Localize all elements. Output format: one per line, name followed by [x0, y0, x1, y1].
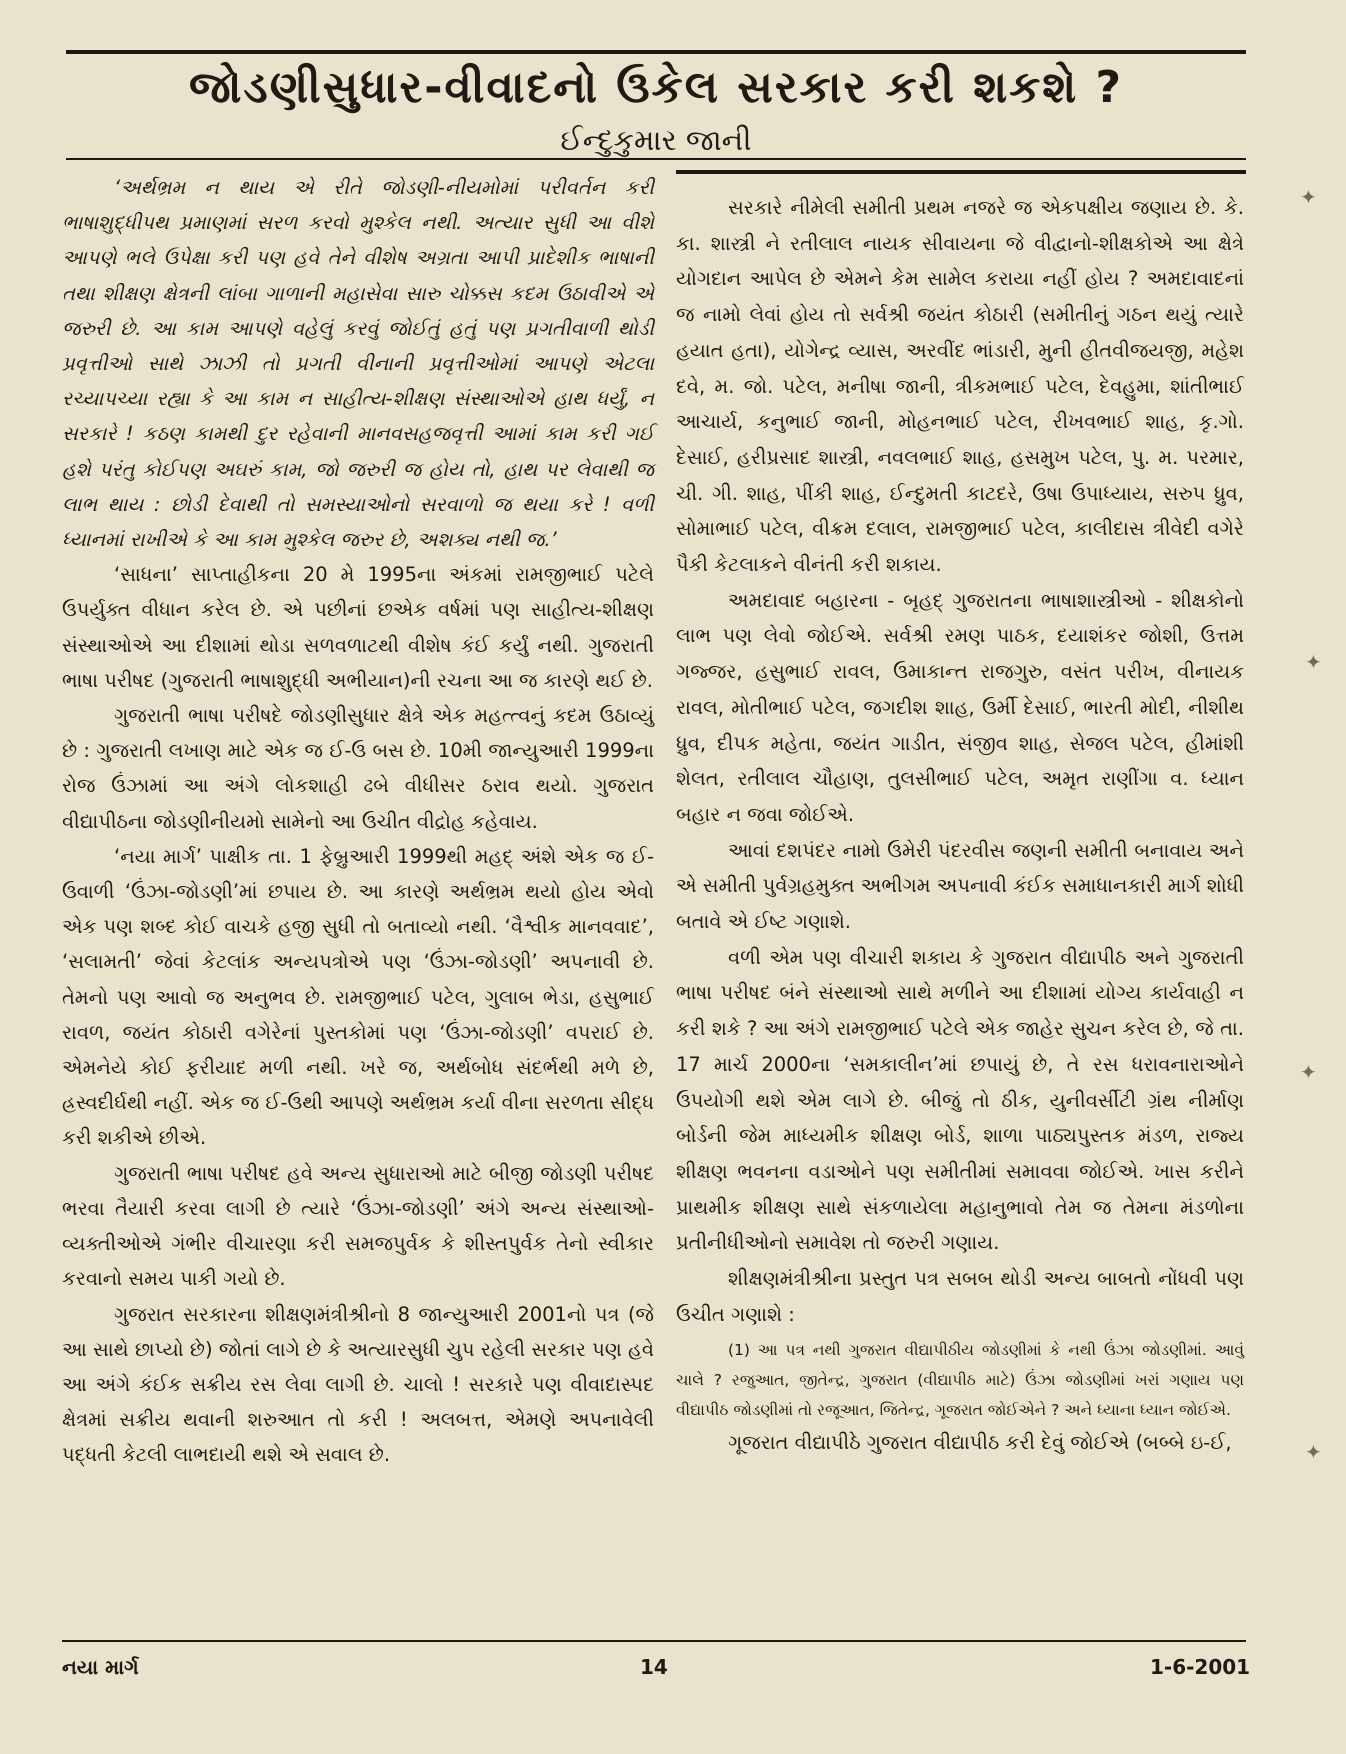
author-rule-thin: [66, 158, 1246, 160]
last-line: ગૂજરાત વીદ્યાપીઠે ગુજરાત વીદ્યાપીઠ કરી દેવું જોઈએ (બબ્બે ઇ-ઈ,: [728, 1430, 1232, 1454]
right-column: [676, 190, 1244, 1460]
paper-tear-icon: ✦: [1300, 1060, 1317, 1084]
paragraph: ‘સાધના’ સાપ્તાહીકના 20 મે 1995ના અંકમાં રામજીભાઈ પટેલે ઉપર્યુક્ત વીધાન કરેલ છે. એ પછીનાં છએક વર્ષમાં પણ સાહીત્ય-શીક્ષણ સંસ્થાઓએ આ દીશામાં થોડા સળવળાટથી વીશેષ કંઈ કર્યું નથી. ગુજરાતી ભાષા પરીષદ (ગુજરાતી ભાષાશુદ્ધી અભીયાન)ની રચના આ જ કારણે થઈ છે.: [62, 563, 654, 692]
article-title: જોડણીસુધાર-વીવાદનો ઉકેલ સરકાર કરી શકશે ?: [188, 62, 1124, 113]
paragraph: અમદાવાદ બહારના - બૃહદ્ ગુજરાતના ભાષાશાસ્ત્રીઓ - શીક્ષકોનો લાભ પણ લેવો જોઈએ. સર્વશ્રી રમણ પાઠક, દયાશંકર જોશી, ઉત્તમ ગજ્જર, હસુભાઈ રાવલ, ઉમાકાન્ત રાજગુરુ, વસંત પરીખ, વીનાયક રાવલ, મોતીભાઈ પટેલ, જગદીશ શાહ, ઉર્મી દેસાઈ, ભારતી મોદી, નીશીથ ધ્રુવ, દીપક મહેતા, જયંત ગાડીત, સંજીવ શાહ, સેજલ પટેલ, હીમાંશી શેલત, રતીલાલ ચૌહાણ, તુલસીભાઈ પટેલ, અમૃત રાણીંગા વ. ધ્યાન બહાર ન જવા જોઈએ.: [676, 588, 1244, 826]
right-column-rule: [676, 170, 1246, 174]
article-author: ઈન્દુકુમાર જાની: [560, 123, 752, 157]
paragraph: સરકારે નીમેલી સમીતી પ્રથમ નજરે જ એકપક્ષીય જણાય છે. કે. કા. શાસ્ત્રી ને રતીલાલ નાયક સીવાયના જે વીદ્વાનો-શીક્ષકોએ આ ક્ષેત્રે યોગદાન આપેલ છે એમને કેમ સામેલ કરાયા નહીં હોય ? અમદાવાદનાં જ નામો લેવાં હોય તો સર્વશ્રી જયંત કોઠારી (સમીતીનું ગઠન થયું ત્યારે હયાત હતા), યોગેન્દ્ર વ્યાસ, અરવીંદ ભાંડારી, મુની હીતવીજયજી, મહેશ દવે, મ. જો. પટેલ, મનીષા જાની, ત્રીકમભાઈ પટેલ, દેવહુમા, શાંતીભાઈ આચાર્ય, કનુભાઈ જાની, મોહનભાઈ પટેલ, રીખવભાઈ શાહ, કૃ.ગો. દેસાઈ, હરીપ્રસાદ શાસ્ત્રી, નવલભાઈ શાહ, હસમુખ પટેલ, પુ. મ. પરમાર, ચી. ગી. શાહ, પીંકી શાહ, ઈન્દુમતી કાટદરે, ઉષા ઉપાધ્યાય, સરુપ ધ્રુવ, સોમાભાઈ પટેલ, વીક્રમ દલાલ, રામજીભાઈ પટેલ, કાલીદાસ ત્રીવેદી વગેરે પૈકી કેટલાકને વીનંતી કરી શકાય.: [676, 196, 1244, 577]
publication-name: નયા માર્ગ: [62, 1655, 139, 1679]
paper-tear-icon: ✦: [1305, 1440, 1322, 1464]
left-column: [62, 170, 654, 1473]
footnote-1: (1) આ પત્ર નથી ગુજરાત વીદ્યાપીઠીય જોડણીમાં કે નથી ઉંઝા જોડણીમાં. આવું ચાલે ? રજુઆત, જીતેન્દ્ર, ગુજરાત (વીદ્યાપીઠ માટે) ઉંઝા જોડણીમાં ખરાં ગણાય પણ વીદ્યાપીઠ જોડણીમાં તો રજૂઆત, જિતેન્દ્ર, ગૂજરાત જોઈએને ? અને ધ્યાના ધ્યાન જોઈએ.: [676, 1340, 1244, 1419]
top-rule: [66, 50, 1246, 54]
paragraph: ગુજરાત સરકારના શીક્ષણમંત્રીશ્રીનો 8 જાન્યુઆરી 2001નો પત્ર (જે આ સાથે છાપ્યો છે) જોતાં લાગે છે કે અત્યારસુધી ચુપ રહેલી સરકાર પણ હવે આ અંગે કંઈક સક્રીય રસ લેવા લાગી છે. ચાલો ! સરકારે પણ વીવાદાસ્પદ ક્ષેત્રમાં સક્રીય થવાની શરુઆત તો કરી ! અલબત્ત, એમણે અપનાવેલી પદ્ધતી કેટલી લાભદાયી થશે એ સવાલ છે.: [62, 1302, 654, 1467]
paper-tear-icon: ✦: [1300, 185, 1317, 209]
paper-tear-icon: ✦: [1305, 650, 1322, 674]
page-number: 14: [640, 1655, 668, 1679]
issue-date: 1-6-2001: [1150, 1655, 1251, 1679]
footer-rule: [62, 1640, 1246, 1642]
paragraph: આવાં દશપંદર નામો ઉમેરી પંદરવીસ જણની સમીતી બનાવાય અને એ સમીતી પુર્વગ્રહમુક્ત અભીગમ અપનાવી કંઈક સમાધાનકારી માર્ગ શોધી બતાવે એ ઈષ્ટ ગણાશે.: [676, 838, 1244, 934]
paragraph: ગુજરાતી ભાષા પરીષદ હવે અન્ય સુધારાઓ માટે બીજી જોડણી પરીષદ ભરવા તૈયારી કરવા લાગી છે ત્યારે ‘ઉંઝા-જોડણી’ અંગે અન્ય સંસ્થાઓ-વ્યક્તીઓએ ગંભીર વીચારણા કરી સમજપુર્વક કે શીસ્તપુર્વક તેનો સ્વીકાર કરવાનો સમય પાકી ગયો છે.: [62, 1161, 654, 1291]
paragraph: ગુજરાતી ભાષા પરીષદે જોડણીસુધાર ક્ષેત્રે એક મહત્ત્વનું કદમ ઉઠાવ્યું છે : ગુજરાતી લખાણ માટે એક જ ઈ-ઉ બસ છે. 10મી જાન્યુઆરી 1999ના રોજ ઉંઝામાં આ અંગે લોકશાહી ઢબે વીધીસર ઠરાવ થયો. ગુજરાત વીદ્યાપીઠના જોડણીનીયમો સામેનો આ ઉચીત વીદ્રોહ કહેવાય.: [62, 704, 654, 833]
paragraph: શીક્ષણમંત્રીશ્રીના પ્રસ્તુત પત્ર સબબ થોડી અન્ય બાબતો નોંધવી પણ ઉચીત ગણાશે :: [676, 1267, 1244, 1326]
paragraph: ‘નયા માર્ગ’ પાક્ષીક તા. 1 ફેબ્રુઆરી 1999થી મહદ્ અંશે એક જ ઈ-ઉવાળી ‘ઉંઝા-જોડણી’માં છપાય છે. આ કારણે અર્થભ્રમ થયો હોય એવો એક પણ શબ્દ કોઈ વાચકે હજી સુધી તો બતાવ્યો નથી. ‘વૈશ્વીક માનવવાદ’, ‘સલામતી’ જેવાં કેટલાંક અન્યપત્રોએ પણ ‘ઉંઝા-જોડણી’ અપનાવી છે. તેમનો પણ આવો જ અનુભવ છે. રામજીભાઈ પટેલ, ગુલાબ ભેડા, હસુભાઈ રાવળ, જયંત કોઠારી વગેરેનાં પુસ્તકોમાં પણ ‘ઉંઝા-જોડણી’ વપરાઈ છે. એમનેયે કોઈ ફરીયાદ મળી નથી. ખરે જ, અર્થબોધ સંદર્ભથી મળે છે, હ્રસ્વદીર્ઘથી નહીં. એક જ ઈ-ઉથી આપણે અર્થભ્રમ કર્યા વીના સરળતા સીદ્ધ કરી શકીએ છીએ.: [62, 844, 654, 1150]
opening-quote: ‘અર્થભ્રમ ન થાય એ રીતે જોડણી-નીયમોમાં પરીવર્તન કરી ભાષાશુદ્ધીપથ પ્રમાણમાં સરળ કરવો મુશ્કેલ નથી. અત્યાર સુધી આ વીશે આપણે ભલે ઉપેક્ષા કરી પણ હવે તેને વીશેષ અગ્રતા આપી પ્રાદેશીક ભાષાની તથા શીક્ષણ ક્ષેત્રની લાંબા ગાળાની મહાસેવા સારુ ચોક્કસ કદમ ઉઠાવીએ એ જરુરી છે. આ કામ આપણે વહેલું કરવું જોઈતું હતું પણ પ્રગતીવાળી થોડી પ્રવૃત્તીઓ સાથે ઝાઝી તો પ્રગતી વીનાની પ્રવૃત્તીઓમાં આપણે એટલા રચ્યાપચ્યા રહ્યા કે આ કામ ન સાહીત્ય-શીક્ષણ સંસ્થાઓએ હાથ ધર્યું, ન સરકારે ! કઠણ કામથી દુર રહેવાની માનવસહજવૃત્તી આમાં કામ કરી ગઈ હશે પરંતુ કોઈપણ અઘરું કામ, જો જરુરી જ હોય તો, હાથ પર લેવાથી જ લાભ થાય : છોડી દેવાથી તો સમસ્યાઓનો સરવાળો જ થયા કરે ! વળી ધ્યાનમાં રાખીએ કે આ કામ મુશ્કેલ જરુર છે, અશક્ય નથી જ.’: [62, 176, 654, 552]
paragraph: વળી એમ પણ વીચારી શકાય કે ગુજરાત વીદ્યાપીઠ અને ગુજરાતી ભાષા પરીષદ બંને સંસ્થાઓ સાથે મળીને આ દીશામાં યોગ્ય કાર્યવાહી ન કરી શકે ? આ અંગે રામજીભાઈ પટેલે એક જાહેર સુચન કરેલ છે, જે તા. 17 માર્ચ 2000ના ‘સમકાલીન’માં છપાયું છે, તે રસ ધરાવનારાઓને ઉપયોગી થશે એમ લાગે છે. બીજું તો ઠીક, યુનીવર્સીટી ગ્રંથ નીર્માણ બોર્ડની જેમ માધ્યમીક શીક્ષણ બોર્ડ, શાળા પાઠ્યપુસ્તક મંડળ, રાજ્ય શીક્ષણ ભવનના વડાઓને પણ સમીતીમાં સમાવવા જોઈએ. ખાસ કરીને પ્રાથમીક શીક્ષણ સાથે સંકળાયેલા મહાનુભાવો તેમ જ તેમના મંડળોના પ્રતીનીધીઓનો સમાવેશ તો જરુરી ગણાય.: [676, 945, 1244, 1255]
